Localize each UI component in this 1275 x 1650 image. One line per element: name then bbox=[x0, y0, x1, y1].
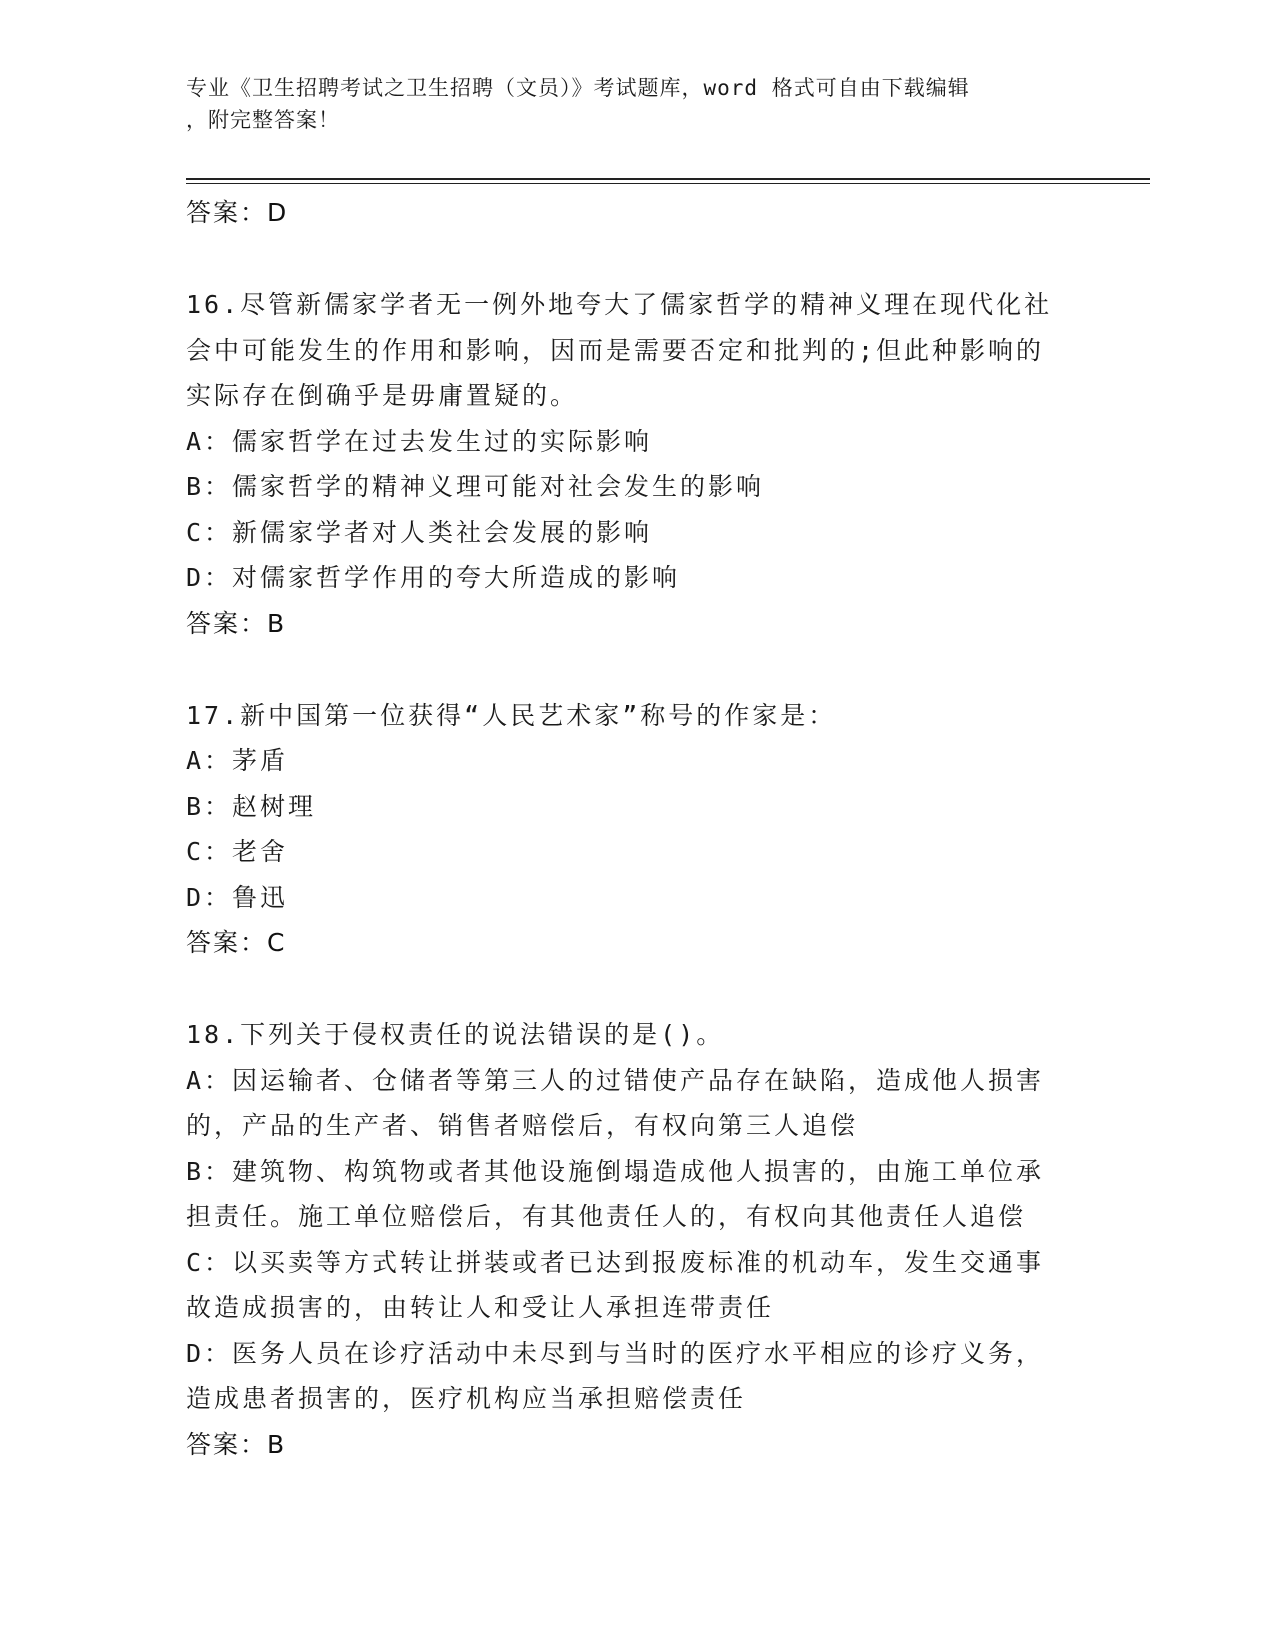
option-c: C：老舍 bbox=[186, 837, 289, 866]
question-stem-line: 实际存在倒确乎是毋庸置疑的。 bbox=[186, 381, 579, 410]
option-a: A：茅盾 bbox=[186, 746, 289, 775]
answer-17: 答案：C bbox=[186, 928, 287, 957]
option-c: C：新儒家学者对人类社会发展的影响 bbox=[186, 517, 653, 547]
question-stem-line: 17.新中国第一位获得“人民艺术家”称号的作家是： bbox=[186, 700, 837, 730]
header-line-1: 专业《卫生招聘考试之卫生招聘（文员）》考试题库，word 格式可自由下载编辑 bbox=[186, 76, 970, 100]
option-c-continued: 故造成损害的，由转让人和受让人承担连带责任 bbox=[186, 1293, 775, 1322]
document-header bbox=[186, 72, 1066, 136]
question-stem-line: 16.尽管新儒家学者无一例外地夸大了儒家哲学的精神义理在现代化社 bbox=[186, 290, 1053, 319]
option-a: A：儒家哲学在过去发生过的实际影响 bbox=[186, 426, 653, 456]
option-a: A：因运输者、仓储者等第三人的过错使产品存在缺陷，造成他人损害 bbox=[186, 1065, 1045, 1095]
option-d: D：对儒家哲学作用的夸大所造成的影响 bbox=[186, 563, 681, 592]
answer-16: 答案：B bbox=[186, 608, 287, 638]
answer-previous: 答案：D bbox=[186, 198, 289, 227]
header-rule-thick bbox=[186, 178, 1150, 180]
option-b-continued: 担责任。施工单位赔偿后，有其他责任人的，有权向其他责任人追偿 bbox=[186, 1202, 1027, 1231]
question-stem-line: 18.下列关于侵权责任的说法错误的是()。 bbox=[186, 1020, 725, 1049]
option-d: D：医务人员在诊疗活动中未尽到与当时的医疗水平相应的诊疗义务， bbox=[186, 1338, 1045, 1368]
question-18 bbox=[186, 1012, 1066, 1468]
option-b: B：赵树理 bbox=[186, 791, 317, 821]
option-b: B：建筑物、构筑物或者其他设施倒塌造成他人损害的，由施工单位承 bbox=[186, 1156, 1045, 1186]
answer-18: 答案：B bbox=[186, 1429, 287, 1459]
option-b: B：儒家哲学的精神义理可能对社会发生的影响 bbox=[186, 472, 765, 501]
question-16 bbox=[186, 282, 1066, 647]
header-line-2: ，附完整答案！ bbox=[186, 108, 340, 132]
option-d-continued: 造成患者损害的，医疗机构应当承担赔偿责任 bbox=[186, 1384, 747, 1413]
question-17 bbox=[186, 693, 1066, 967]
option-c: C：以买卖等方式转让拼装或者已达到报废标准的机动车，发生交通事 bbox=[186, 1247, 1045, 1277]
option-d: D：鲁迅 bbox=[186, 882, 289, 912]
question-content bbox=[186, 190, 1066, 1468]
option-a-continued: 的，产品的生产者、销售者赔偿后，有权向第三人追偿 bbox=[186, 1111, 859, 1140]
question-stem-line: 会中可能发生的作用和影响，因而是需要否定和批判的;但此种影响的 bbox=[186, 335, 1045, 365]
header-rule-thin bbox=[186, 183, 1150, 184]
